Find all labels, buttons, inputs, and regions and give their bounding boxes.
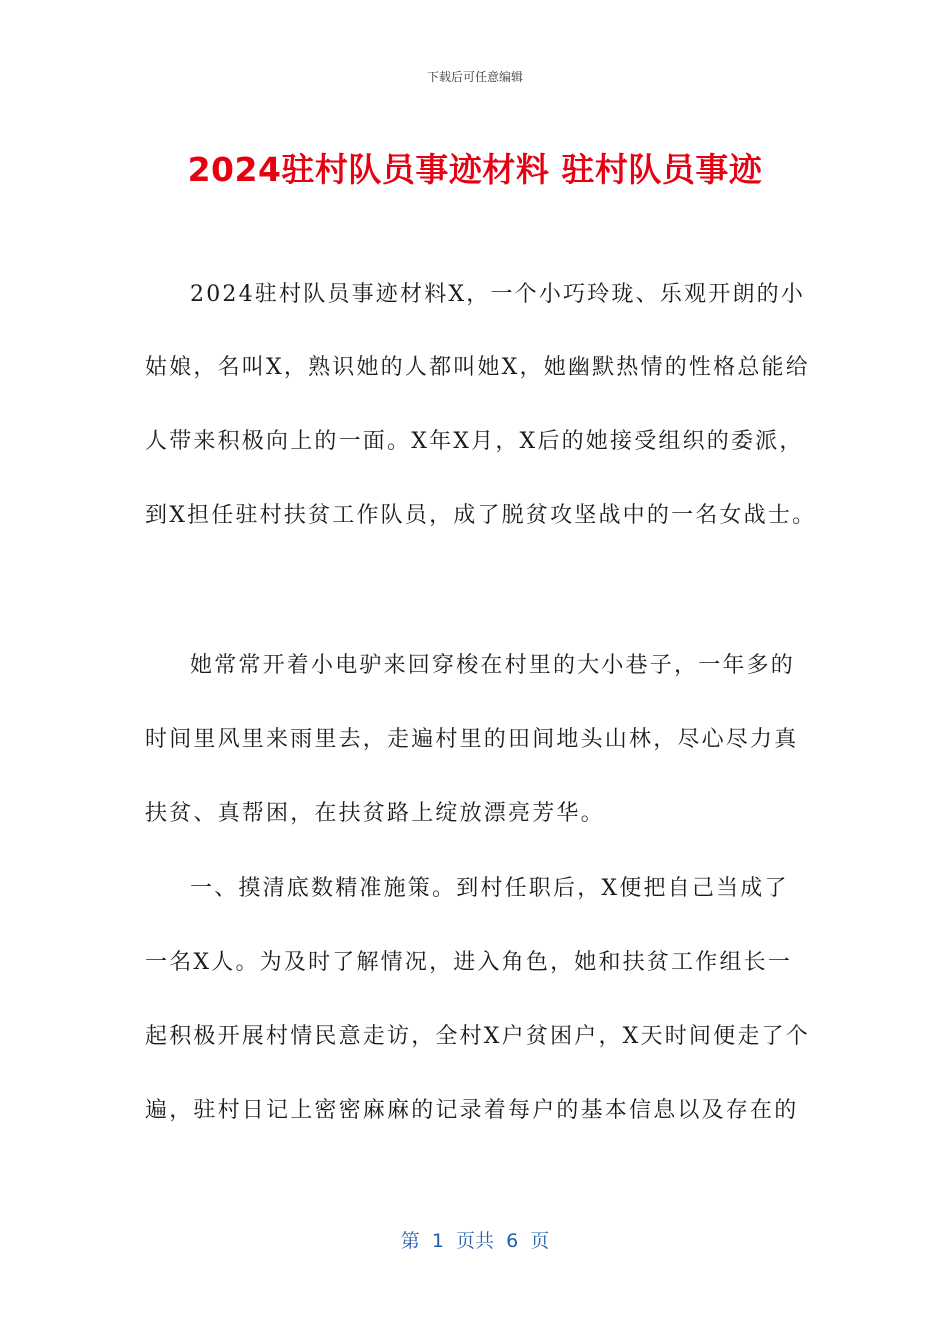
header-note: 下载后可任意编辑 [426,70,523,84]
page-number-footer: 第 1 页共 6 页 [400,1230,550,1252]
text-line: 2024驻村队员事迹材料X，一个小巧玲珑、乐观开朗的小 [190,282,806,307]
text-line: 一、摸清底数精准施策。到村任职后，X便把自己当成了 [190,876,789,901]
text-line: 她常常开着小电驴来回穿梭在村里的大小巷子，一年多的 [190,653,796,678]
text-line: 姑娘，名叫X，熟识她的人都叫她X，她幽默热情的性格总能给 [145,355,810,380]
text-line: 时间里风里来雨里去，走遍村里的田间地头山林，尽心尽力真 [145,727,799,752]
document-title: 2024驻村队员事迹材料 驻村队员事迹 [187,150,763,189]
text-line: 到X担任驻村扶贫工作队员，成了脱贫攻坚战中的一名女战士。 [145,503,817,528]
text-line: 扶贫、真帮困，在扶贫路上绽放漂亮芳华。 [145,801,605,826]
text-line: 人带来积极向上的一面。X年X月，X后的她接受组织的委派， [145,429,804,454]
text-line: 一名X人。为及时了解情况，进入角色，她和扶贫工作组长一 [145,950,793,975]
text-line: 起积极开展村情民意走访，全村X户贫困户，X天时间便走了个 [145,1024,810,1049]
text-line: 遍，驻村日记上密密麻麻的记录着每户的基本信息以及存在的 [145,1098,799,1123]
